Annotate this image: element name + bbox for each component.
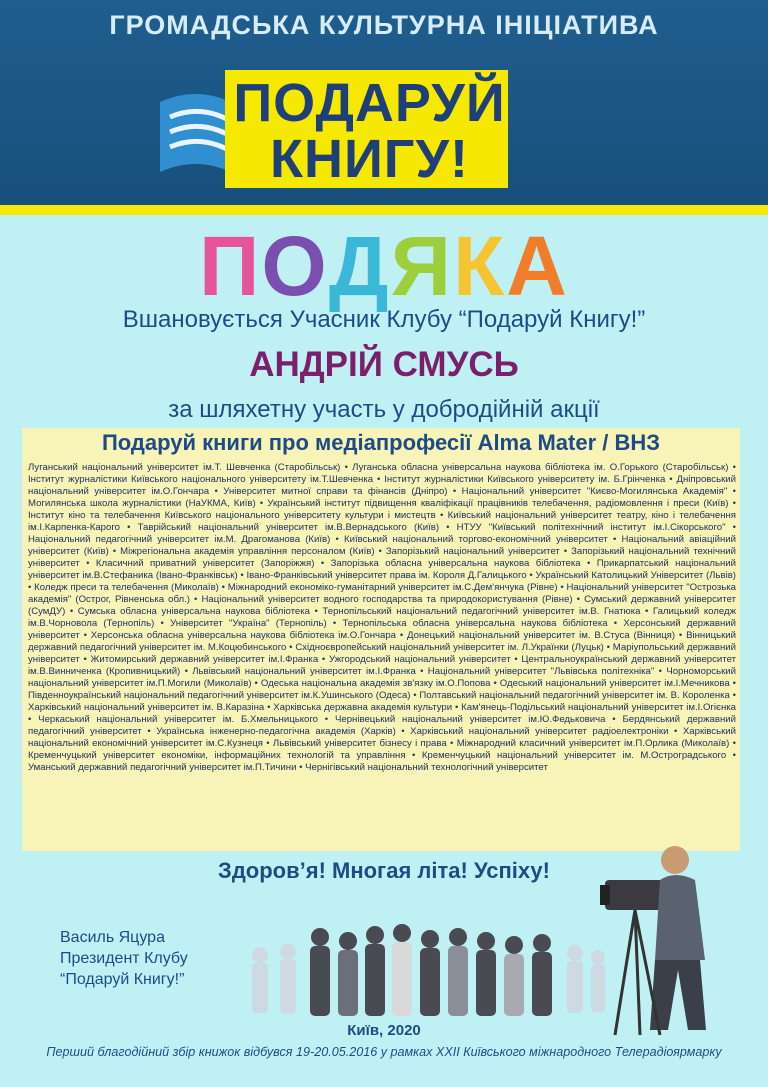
header-stripe bbox=[0, 205, 768, 215]
footer-note: Перший благодійний збір книжок відбувся 19-20.05.2016 у рамках XXII Київського міжнародного Телерадіоярмарку bbox=[46, 1045, 722, 1059]
place-date: Київ, 2020 bbox=[347, 1022, 421, 1039]
crowd-illustration bbox=[240, 905, 610, 1025]
organization-title: ГРОМАДСЬКА КУЛЬТУРНА ІНІЦІАТИВА bbox=[109, 10, 659, 40]
honored-line: Вшановується Учасник Клубу “Подаруй Книгу!” bbox=[122, 306, 646, 333]
recipient-list: Луганський національний університет ім.Т. Шевченка (Старобільськ) • Луганська обласна універсальна наукова бібліотека ім. О.Горького (Старобільськ) • Інститут журналістики Київського національного університету ім.Т.Шевченка • Інститут журналістики Київського університету ім. Б.Грінченка • Дніпровський національний університет ім.О.Гончара • Університет митної справи та фінансів (Дніпро) • Національний університет "Києво-Могилянська Академія" • Могилянська школа журналістики (НаУКМА, Київ) • Український інститут підвищення кваліфікації працівників телебачення, радіомовлення і преси (Київ) • Інститут кіно та телебачення Київського національного університету культури і мистецтв • Київський національний університет театру, кіно і телебачення ім.І.Карпенка-Карого • Таврійський національний університет ім.В.Вернадського (Київ) • НТУУ "Київський політехнічний інститут ім.І.Сікорського" • Національний педагогічний університет ім.М. Драгоманова (Київ) • Київський національний торгово-економічний університет • Національний авіаційний університет (Київ) • Міжрегіональна академія управління персоналом (Київ) • Запорізький національний університет • Запорізький національний технічний університет • Класичний приватний університет (Запоріжжя) • Запорізька обласна універсальна наукова бібліотека • Прикарпатський національний університет ім.В.Стефаника (Івано-Франківськ) • Івано-Франківський університет права ім. Короля Д.Галицького • Український Католицький Університет (Львів) • Коледж преси та телебачення (Миколаїв) • Міжнародний економіко-гуманітарний університет ім.С.Дем'янчука (Рівне) • Національний університет "Острозька академія" (Острог, Рівненська обл.) • Національний університет водного господарства та природокористування (Рівне) • Сумський державний університет (СумДУ) • Сумська обласна універсальна наукова бібліотека • Тернопільський національний педагогічний університет ім.В. Гнатюка • Галицький коледж ім.В.Чорновола (Тернопіль) • Університет "Україна" (Тернопіль) • Тернопільська обласна універсальна наукова бібліотека • Херсонський державний університет • Херсонська обласна універсальна наукова бібліотека ім.О.Гончара • Донецький національний університет ім. В.Стуса (Вінниця) • Вінницький державний педагогічний університет ім. М.Коцюбинського • Східноєвропейський національний університет ім. Л.Українки (Луцьк) • Маріупольський державний університет • Житомирський державний університет ім.І.Франка • Ужгородський національний університет • Центральноукраїнський державний університет ім.В.Винниченка (Кропивницький) • Львівський національний університет ім.І.Франка • Національний університет "Львівська політехніка" • Чорноморський національний університет ім.П.Могили (Миколаїв) • Одеська національна академія зв'язку ім.О.Попова • Одеський національний університет ім.І.Мечникова • Південноукраїнський національний педагогічний університет ім.К.Ушинського (Одеса) • Полтавський національний педагогічний університет ім. В. Короленка • Харківський національний університет ім. В.Каразіна • Харківська державна академія культури • Кам'янець-Подільський національний університет ім.І.Огієнка • Черкаський національний університет ім. Б.Хмельницького • Чернівецький національний університет ім.Ю.Федьковича • Бердянський державний педагогічний університет • Українська інженерно-педагогічна академія (Харків) • Харківський національний університет радіоелектроніки • Харківський національний економічний університет ім.С.Кузнеця • Львівський університет бізнесу і права • Міжнародний класичний університет ім.П.Орлика (Миколаїв) • Кременчуцький університет економіки, інформаційних технологій та управління • Кременчуцький національний університет ім. М.Остроградського • Уманський державний педагогічний університет ім.П.Тичини • Чернігівський національний технологічний університет bbox=[28, 462, 736, 773]
title-letter: А bbox=[506, 219, 569, 313]
signer-club: “Подаруй Книгу!” bbox=[60, 971, 185, 988]
signature-block bbox=[60, 927, 270, 990]
wishes-line: Здоров’я! Многая літа! Успіху! bbox=[218, 858, 550, 883]
title-letter: П bbox=[199, 219, 262, 313]
award-reason: за шляхетну участь у добродійній акції bbox=[168, 396, 600, 423]
logo-text-line1: ПОДАРУЙ bbox=[233, 73, 506, 133]
title-letter: Д bbox=[328, 219, 391, 313]
signer-position: Президент Клубу bbox=[60, 950, 188, 967]
campaign-title: Подаруй книги про медіапрофесії Alma Mater / ВНЗ bbox=[101, 430, 661, 455]
signer-name: Василь Яцура bbox=[60, 929, 165, 946]
title-letter: О bbox=[261, 219, 329, 313]
title-letter: К bbox=[452, 219, 507, 313]
title-letter: Я bbox=[390, 219, 453, 313]
logo-text-line2: КНИГУ! bbox=[270, 129, 469, 189]
recipient-name: АНДРІЙ СМУСЬ bbox=[249, 345, 519, 384]
cameraman-illustration bbox=[600, 840, 750, 1040]
certificate-title bbox=[0, 218, 768, 315]
